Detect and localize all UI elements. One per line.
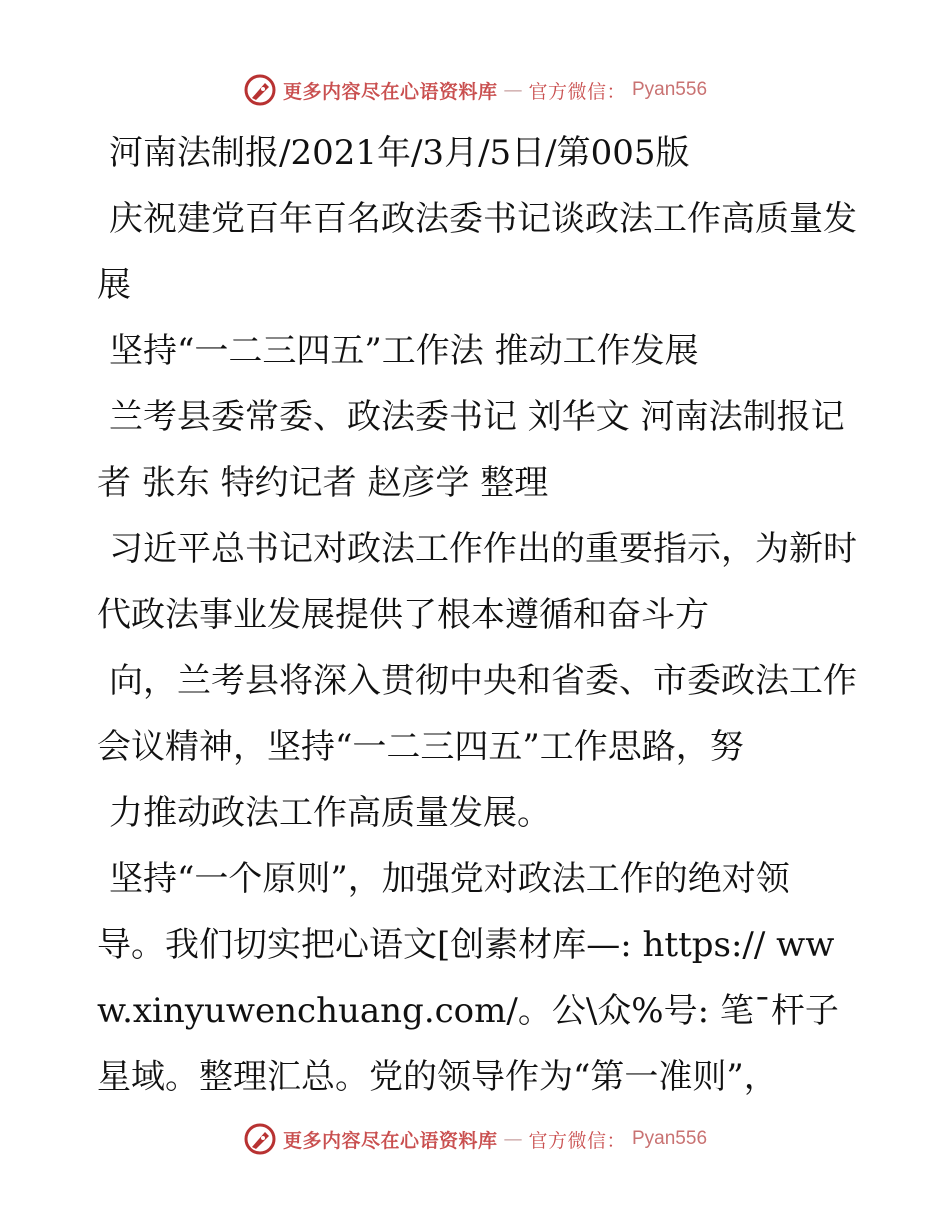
watermark-account-label: 官方微信： [528, 1129, 626, 1152]
watermark-banner-top [0, 68, 950, 112]
watermark-banner-bottom [0, 1117, 950, 1161]
paragraph-byline: 兰考县委常委、政法委书记 刘华文 河南法制报记者 张东 特约记者 赵彦学 整理 [97, 397, 845, 503]
watermark-account-label: 官方微信： [528, 80, 626, 103]
watermark-text: 更多内容尽在心语资料库 [282, 1129, 498, 1152]
watermark-content [243, 1122, 707, 1156]
watermark-text: 更多内容尽在心语资料库 [282, 80, 498, 103]
paragraph-publication: 河南法制报/2021年/3月/5日/第005版 [109, 133, 690, 173]
watermark-account-id: Pyan556 [632, 1128, 708, 1149]
watermark-separator: — [503, 79, 523, 101]
watermark-account-id: Pyan556 [632, 79, 708, 100]
watermark-separator: — [503, 1128, 523, 1150]
document-body [97, 120, 857, 1110]
pen-nib-logo-icon [243, 73, 277, 107]
paragraph-body-2: 向，兰考县将深入贯彻中央和省委、市委政法工作会议精神，坚持“一二三四五”工作思路，努 [97, 661, 857, 767]
paragraph-body-3: 力推动政法工作高质量发展。 [109, 793, 551, 833]
pen-nib-logo-icon [243, 1122, 277, 1156]
paragraph-body-4: 坚持“一个原则”，加强党对政法工作的绝对领导。我们切实把心语文[创素材库—: https:// www.xinyuwenchuang.com/。公\众%号: 笔¯杆子星域。整理汇总。党的领导作为“第一准则”， [97, 859, 839, 1097]
paragraph-body-1: 习近平总书记对政法工作作出的重要指示，为新时代政法事业发展提供了根本遵循和奋斗方 [97, 529, 857, 635]
paragraph-article-title: 坚持“一二三四五”工作法 推动工作发展 [109, 331, 699, 371]
watermark-content [243, 73, 707, 107]
paragraph-column-title: 庆祝建党百年百名政法委书记谈政法工作高质量发展 [97, 199, 857, 305]
